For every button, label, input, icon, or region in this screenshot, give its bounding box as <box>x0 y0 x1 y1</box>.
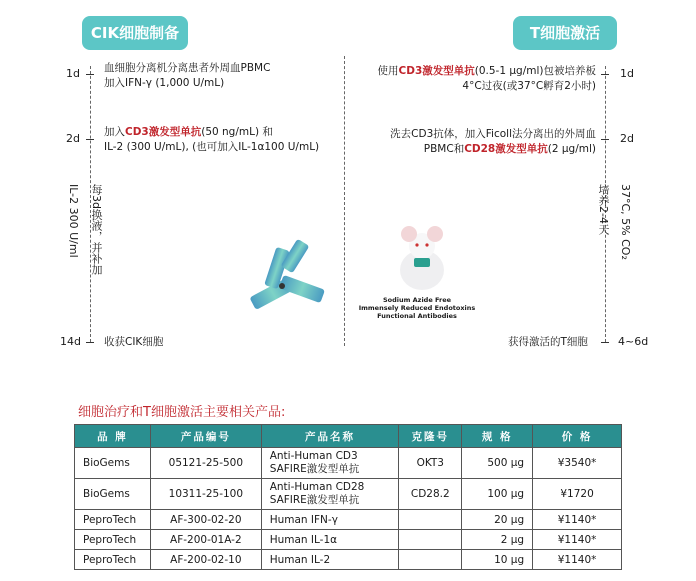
right-day-3: 4~6d <box>618 335 649 348</box>
cell-catalog: 10311-25-100 <box>150 479 261 510</box>
cell-price: ¥1140* <box>533 510 622 530</box>
section-title: 细胞治疗和T细胞激活主要相关产品: <box>78 405 286 420</box>
antibody-illustration <box>236 238 336 318</box>
header-clone: 克隆号 <box>399 425 462 448</box>
mouse-illustration <box>392 218 452 292</box>
left-step-2-pre: 加入 <box>104 126 125 138</box>
left-tick-3 <box>86 342 94 343</box>
mouse-eye-left <box>415 243 418 246</box>
right-step-2-post: (2 μg/ml) <box>547 143 596 155</box>
cell-brand: BioGems <box>75 448 151 479</box>
cell-price: ¥3540* <box>533 448 622 479</box>
right-step-3: 获得激活的T细胞 <box>508 336 588 348</box>
cell-brand: BioGems <box>75 479 151 510</box>
header-product-name: 产品名称 <box>261 425 399 448</box>
left-step-2-post: (50 ng/mL) 和 <box>201 126 273 138</box>
right-step-2-line1: 洗去CD3抗体，加入Ficoll法分离出的外周血 <box>390 128 596 140</box>
cik-prep-header: CIK细胞制备 <box>82 16 188 50</box>
mouse-held-antibody <box>414 258 430 267</box>
mouse-caption-line2: Immensely Reduced Endotoxins <box>358 304 476 312</box>
left-tick-2 <box>86 139 94 140</box>
right-tick-2 <box>601 139 609 140</box>
products-table <box>74 424 622 570</box>
cell-size: 2 μg <box>462 530 533 550</box>
cell-product-name: Anti-Human CD28 SAFIRE激发型单抗 <box>261 479 399 510</box>
right-tick-3 <box>601 342 609 343</box>
left-step-1-line1: 血细胞分离机分离患者外周血PBMC <box>104 62 271 74</box>
right-note-conditions: 37°C, 5% CO₂ <box>619 184 632 260</box>
left-day-2: 2d <box>66 132 80 145</box>
cell-price: ¥1140* <box>533 530 622 550</box>
cell-price: ¥1140* <box>533 550 622 570</box>
right-step-2 <box>356 127 596 157</box>
cell-size: 20 μg <box>462 510 533 530</box>
cd3-antibody-highlight: CD3激发型单抗 <box>125 126 202 138</box>
left-step-1 <box>104 61 270 91</box>
cell-size: 10 μg <box>462 550 533 570</box>
right-tick-1 <box>601 74 609 75</box>
table-row <box>75 530 622 550</box>
left-step-3: 收获CIK细胞 <box>104 336 164 348</box>
header-size: 规 格 <box>462 425 533 448</box>
left-step-1-line2: 加入IFN-γ (1,000 U/mL) <box>104 77 225 89</box>
cell-brand: PeproTech <box>75 510 151 530</box>
mouse-ear-left <box>401 226 417 242</box>
cell-brand: PeproTech <box>75 530 151 550</box>
right-note-duration: 培养2-4天 <box>597 184 610 235</box>
cell-price: ¥1720 <box>533 479 622 510</box>
left-note-medium: 每3d换液，并补加 <box>90 184 103 275</box>
left-note-il2: IL-2 300 U/ml <box>67 184 80 258</box>
mouse-caption-line1: Sodium Azide Free <box>382 296 452 304</box>
table-row <box>75 448 622 479</box>
right-step-1 <box>360 64 596 94</box>
cell-clone: OKT3 <box>399 448 462 479</box>
cell-catalog: 05121-25-500 <box>150 448 261 479</box>
cell-clone <box>399 550 462 570</box>
cell-catalog: AF-200-01A-2 <box>150 530 261 550</box>
mouse-ear-right <box>427 226 443 242</box>
right-step-1-post: (0.5-1 μg/ml)包被培养板 <box>474 65 596 77</box>
right-step-2-pre: PBMC和 <box>423 143 465 155</box>
cell-clone: CD28.2 <box>399 479 462 510</box>
header-catalog: 产品编号 <box>150 425 261 448</box>
right-day-2: 2d <box>620 132 634 145</box>
cd28-antibody-highlight: CD28激发型单抗 <box>464 143 548 155</box>
antibody-hinge <box>279 283 285 289</box>
mouse-caption <box>342 296 492 320</box>
cd3-coat-highlight: CD3激发型单抗 <box>398 65 475 77</box>
left-day-3: 14d <box>60 335 81 348</box>
mouse-eye-right <box>425 243 428 246</box>
mouse-caption-line3: Functional Antibodies <box>377 312 457 320</box>
cell-product-name: Anti-Human CD3 SAFIRE激发型单抗 <box>261 448 399 479</box>
left-tick-1 <box>86 74 94 75</box>
right-step-1-line2: 4°C过夜(或37°C孵育2小时) <box>462 80 596 92</box>
table-row <box>75 550 622 570</box>
table-header-row <box>75 425 622 448</box>
cell-product-name: Human IFN-γ <box>261 510 399 530</box>
cell-brand: PeproTech <box>75 550 151 570</box>
left-step-2 <box>104 125 319 155</box>
antibody-heavy-chain <box>249 275 325 310</box>
left-day-1: 1d <box>66 67 80 80</box>
left-step-2-line2: IL-2 (300 U/mL), (也可加入IL-1α100 U/mL) <box>104 141 320 153</box>
header-price: 价 格 <box>533 425 622 448</box>
right-step-1-pre: 使用 <box>377 65 399 77</box>
cell-catalog: AF-200-02-10 <box>150 550 261 570</box>
cell-catalog: AF-300-02-20 <box>150 510 261 530</box>
cell-size: 500 μg <box>462 448 533 479</box>
cell-clone <box>399 510 462 530</box>
cell-clone <box>399 530 462 550</box>
table-row <box>75 479 622 510</box>
right-day-1: 1d <box>620 67 634 80</box>
t-cell-activation-header: T细胞激活 <box>513 16 617 50</box>
cell-size: 100 μg <box>462 479 533 510</box>
cell-product-name: Human IL-1α <box>261 530 399 550</box>
table-row <box>75 510 622 530</box>
cell-product-name: Human IL-2 <box>261 550 399 570</box>
header-brand: 品 牌 <box>75 425 151 448</box>
